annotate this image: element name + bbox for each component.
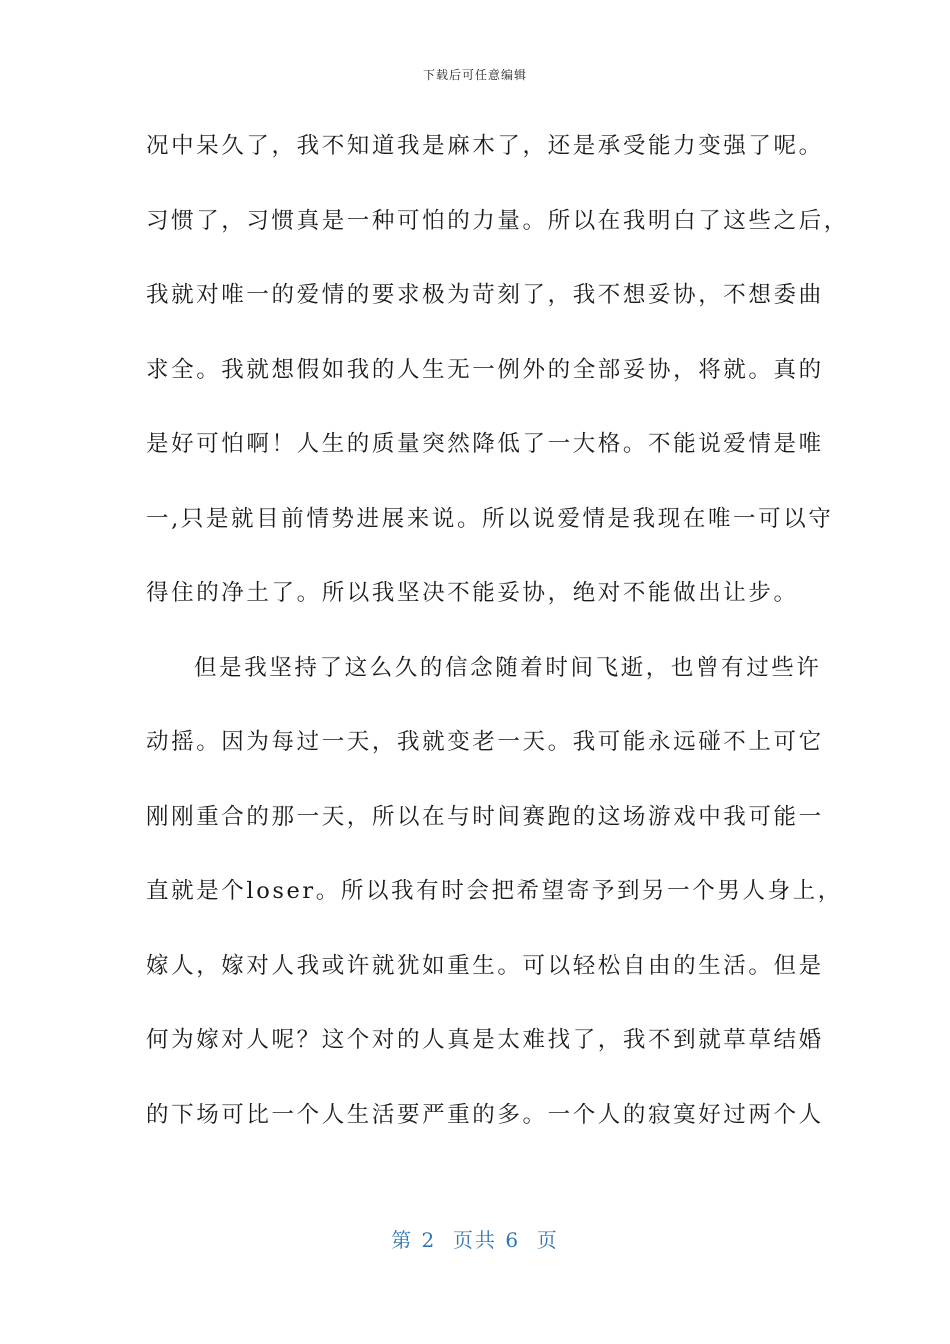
text-line: 求全。我就想假如我的人生无一例外的全部妥协，将就。真的 [146, 356, 824, 383]
text-line: 何为嫁对人呢？这个对的人真是太难找了，我不到就草草结婚 [146, 1027, 824, 1053]
text-line: 况中呆久了，我不知道我是麻木了，还是承受能力变强了呢。 [146, 133, 824, 159]
text-line: 嫁人，嫁对人我或许就犹如重生。可以轻松自由的生活。但是 [146, 952, 824, 979]
paragraph-first-line: 但是我坚持了这么久的信念随着时间飞逝，也曾有过些许 [194, 654, 822, 681]
document-body [146, 120, 849, 1163]
page-number-footer: 第 2 页共 6 页 [391, 1228, 559, 1252]
text-line: 习惯了，习惯真是一种可怕的力量。所以在我明白了这些之后， [146, 207, 849, 234]
text-line: 得住的净土了。所以我坚决不能妥协，绝对不能做出让步。 [146, 580, 799, 606]
text-line: 直就是个loser。所以我有时会把希望寄予到另一个男人身上， [146, 878, 843, 904]
text-line: 是好可怕啊！人生的质量突然降低了一大格。不能说爱情是唯 [146, 431, 824, 457]
text-line: 的下场可比一个人生活要严重的多。一个人的寂寞好过两个人 [146, 1101, 824, 1128]
text-line: 刚刚重合的那一天，所以在与时间赛跑的这场游戏中我可能一 [146, 803, 824, 830]
page-header: 下载后可任意编辑 [422, 68, 527, 82]
text-line: 我就对唯一的爱情的要求极为苛刻了，我不想妥协，不想委曲 [146, 282, 824, 308]
text-line: 一,只是就目前情势进展来说。所以说爱情是我现在唯一可以守 [146, 505, 834, 532]
text-line: 动摇。因为每过一天，我就变老一天。我可能永远碰不上可它 [146, 729, 824, 755]
